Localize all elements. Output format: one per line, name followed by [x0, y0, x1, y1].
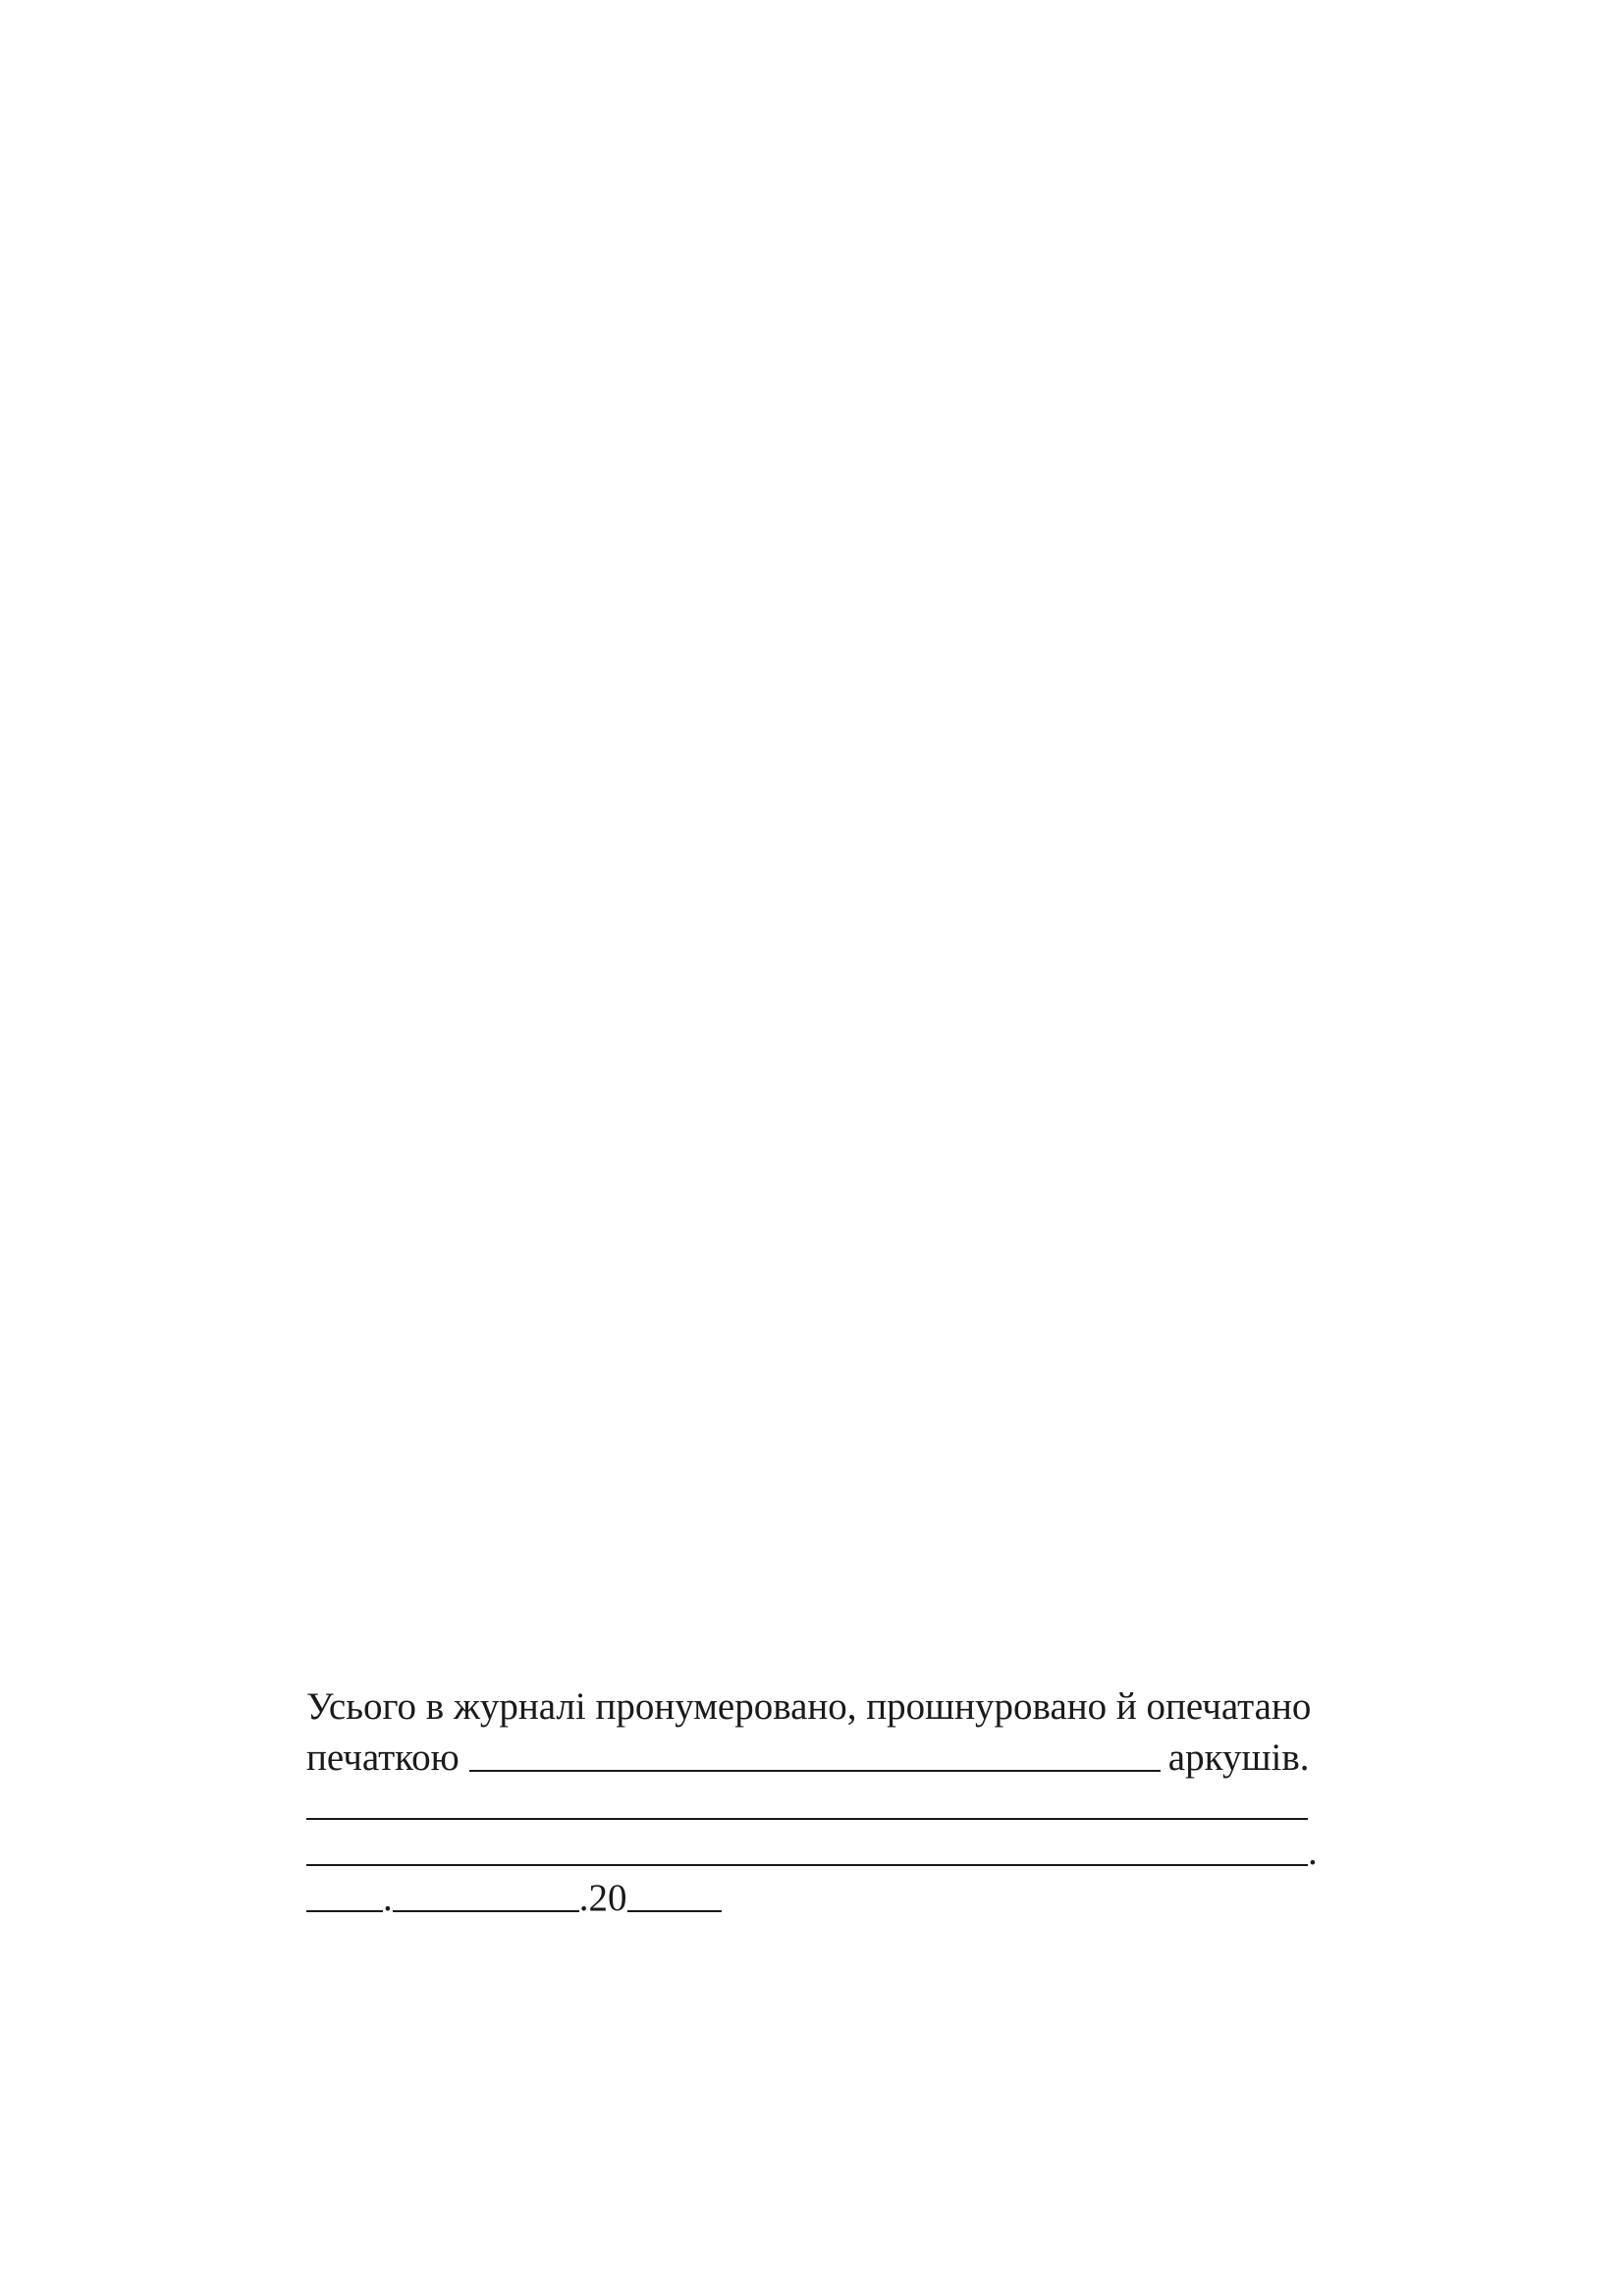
date-day-blank[interactable] [306, 1873, 383, 1912]
sheets-label: аркушів. [1167, 1736, 1310, 1779]
seal-label: печаткою [306, 1736, 460, 1779]
signature-line-1 [306, 1779, 1308, 1824]
date-year-blank[interactable] [627, 1873, 722, 1912]
signature-blank-1[interactable] [306, 1781, 1308, 1820]
date-year-prefix: .20 [578, 1877, 627, 1919]
certification-statement: Усього в журналі пронумеровано, прошнуровано й опечатано [306, 1685, 1312, 1728]
signature-line-period: . [1308, 1831, 1318, 1873]
signature-line-2 [306, 1825, 1318, 1873]
sheets-count-blank[interactable] [469, 1733, 1161, 1772]
date-line [306, 1871, 722, 1919]
signature-blank-2[interactable] [306, 1827, 1308, 1866]
seal-sheets-line [306, 1731, 1310, 1779]
date-month-blank[interactable] [393, 1873, 579, 1912]
date-separator: . [383, 1877, 393, 1919]
